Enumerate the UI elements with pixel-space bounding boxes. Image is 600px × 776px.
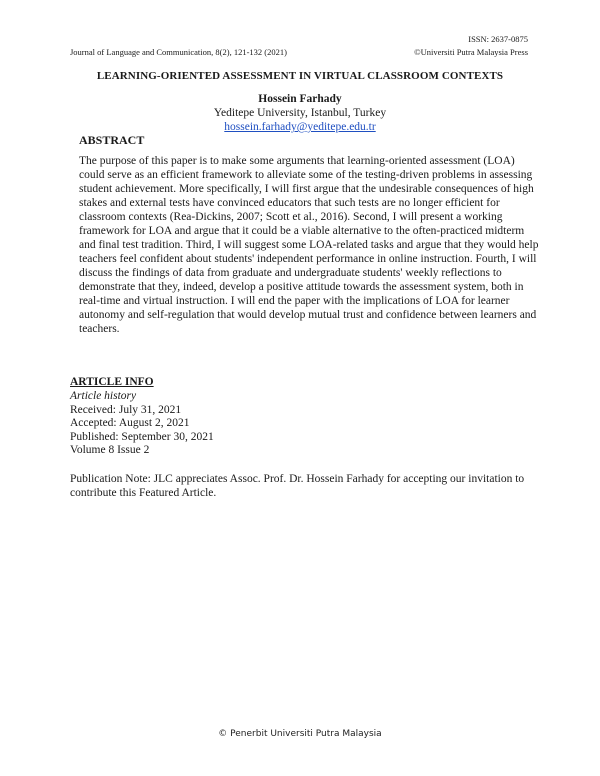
abstract-body bbox=[79, 154, 539, 336]
issn-label: ISSN: 2637-0875 bbox=[468, 34, 528, 44]
press-copyright: ©Universiti Putra Malaysia Press bbox=[414, 47, 528, 57]
author-affiliation: Yeditepe University, Istanbul, Turkey bbox=[213, 107, 387, 119]
published-date: Published: September 30, 2021 bbox=[70, 430, 214, 443]
author-email-link[interactable]: hossein.farhady@yeditepe.edu.tr bbox=[224, 121, 376, 133]
article-info-heading: ARTICLE INFO bbox=[70, 376, 154, 388]
volume-issue: Volume 8 Issue 2 bbox=[70, 444, 150, 457]
footer-copyright: © Penerbit Universiti Putra Malaysia bbox=[218, 729, 382, 739]
abstract-text: The purpose of this paper is to make some arguments that learning-oriented assessment (LOA) could serve as an efficient framework to alleviate some of the testing-driven problems in assessing student achievement. More specifically, I will first argue that the undesirable consequences of high stakes and external tests have convinced educators that such tests are no longer efficient for classroom contexts (Rea-Dickins, 2007; Scott et al., 2016). Second, I will present a working framework for LOA and argue that it could be a viable alternative to the often-practiced midterm and final test tradition. Third, I will suggest some LOA-related tasks and argue that they would help teachers feel confident about students' independent performance in online instruction. Fourth, I will discuss the findings of data from graduate and undergraduate students' weekly reflections to demonstrate that they, indeed, develop a positive attitude towards the assessment system, both in real-time and virtual instruction. I will end the paper with the implications of LOA for learner autonomy and self-regulation that would develop mutual trust and confidence between learners and teachers. bbox=[79, 155, 539, 335]
author-email-wrapper bbox=[0, 121, 600, 133]
accepted-date: Accepted: August 2, 2021 bbox=[70, 417, 190, 430]
received-date: Received: July 31, 2021 bbox=[70, 403, 182, 416]
author-name: Hossein Farhady bbox=[258, 93, 342, 105]
publication-note: Publication Note: JLC appreciates Assoc. Prof. Dr. Hossein Farhady for accepting our invitation to contribute this Featured Article. bbox=[70, 473, 525, 499]
article-history-label: Article history bbox=[70, 390, 137, 402]
article-title: LEARNING-ORIENTED ASSESSMENT IN VIRTUAL CLASSROOM CONTEXTS bbox=[96, 70, 504, 82]
article-info-block bbox=[70, 390, 214, 458]
journal-citation: Journal of Language and Communication, 8(2), 121-132 (2021) bbox=[70, 47, 287, 57]
abstract-heading: ABSTRACT bbox=[79, 133, 145, 147]
